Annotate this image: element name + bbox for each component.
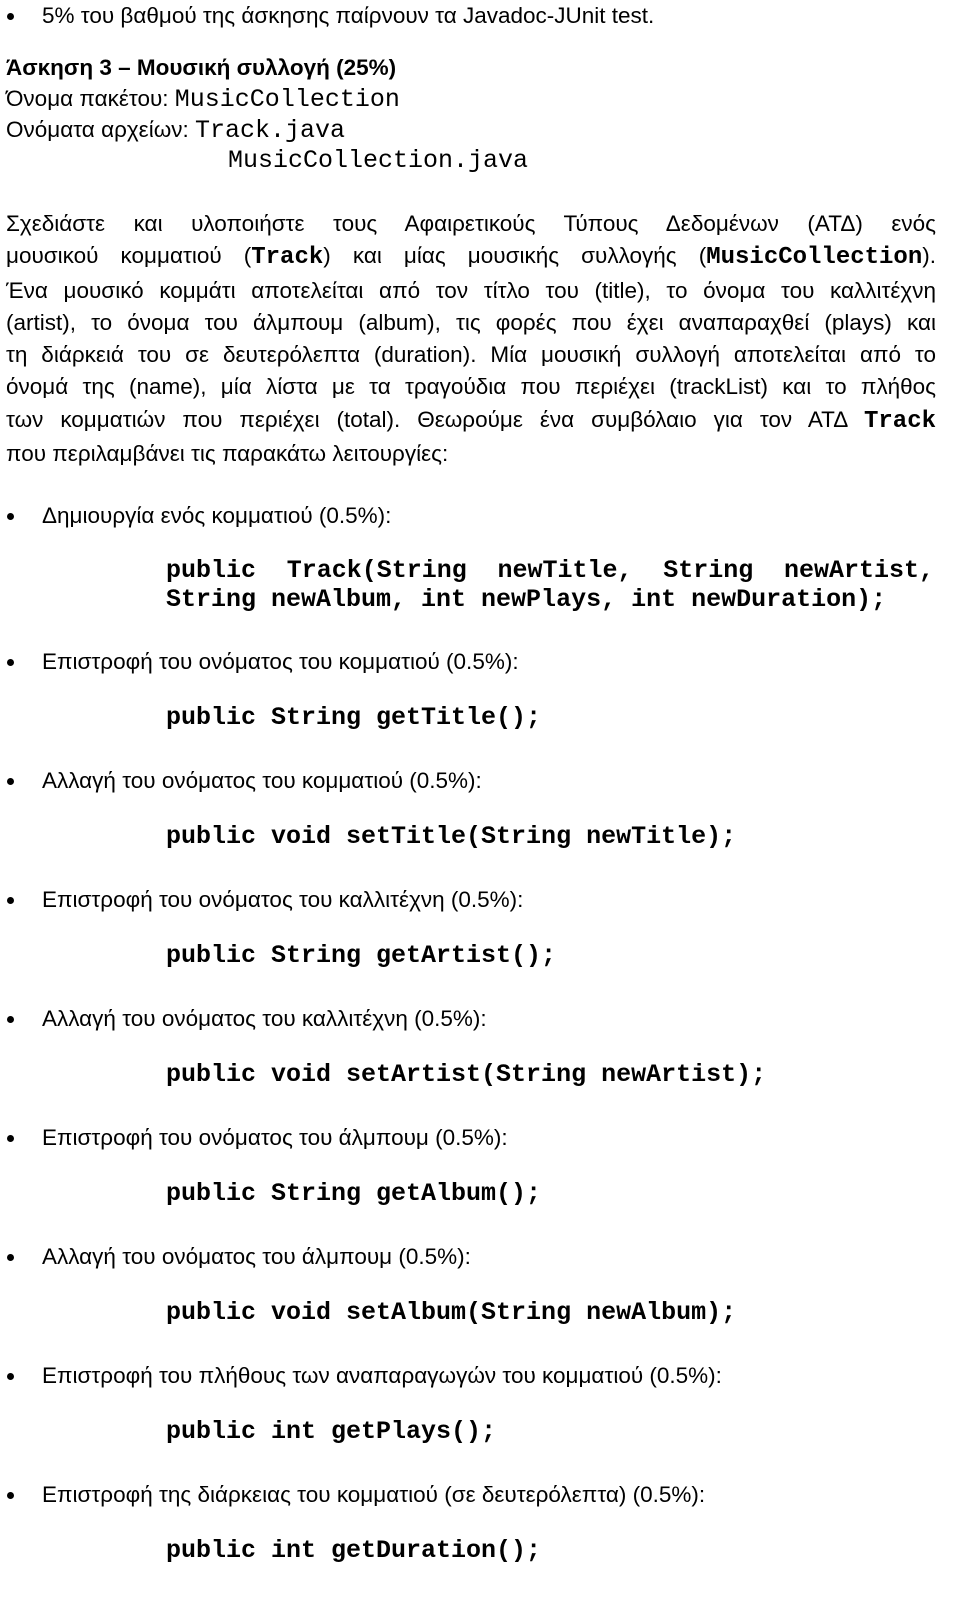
files-label: Ονόματα αρχείων: <box>6 117 196 142</box>
bullet-dot <box>7 1135 14 1142</box>
operation-item <box>42 1003 487 1035</box>
operation-item <box>42 1122 508 1154</box>
package-name: MusicCollection <box>174 85 400 114</box>
operation-item <box>42 646 519 678</box>
package-line <box>6 83 400 116</box>
top-bullet-item <box>42 0 654 32</box>
para-line-2 <box>6 240 936 274</box>
operation-item <box>42 884 523 916</box>
description-paragraph <box>6 208 936 470</box>
operation-item <box>42 500 391 532</box>
bullet-dot <box>7 897 14 904</box>
top-bullet-text: 5% του βαθμού της άσκησης παίρνουν τα Javadoc-JUnit test. <box>42 3 655 28</box>
code-track: Track <box>251 244 324 272</box>
para-text: ). <box>922 243 936 269</box>
para-line-6: όνομά της (name), μία λίστα με τα τραγούδια που περιέχει (trackList) και το πλήθος <box>6 374 936 400</box>
bullet-dot <box>7 1373 14 1380</box>
exercise-title: Άσκηση 3 – Μουσική συλλογή (25%) <box>6 55 397 80</box>
code-signature: public Track(String newTitle, String newArtist, <box>166 556 934 585</box>
code-signature: public String getArtist(); <box>166 941 557 970</box>
operation-description: Επιστροφή του πλήθους των αναπαραγωγών του κομματιού (0.5%): <box>42 1363 722 1388</box>
bullet-dot <box>7 659 14 666</box>
operation-item <box>42 1241 471 1273</box>
code-signature: public String getTitle(); <box>166 703 542 732</box>
operation-description: Δημιουργία ενός κομματιού (0.5%): <box>42 503 392 528</box>
para-text: ) και μίας μουσικής συλλογής ( <box>323 243 707 269</box>
code-signature-continued: String newAlbum, int newPlays, int newDuration); <box>166 585 887 614</box>
code-musiccollection: MusicCollection <box>706 244 923 272</box>
para-text: μουσικού κομματιού ( <box>6 243 252 269</box>
bullet-dot <box>7 13 14 20</box>
para-text: των κομματιών που περιέχει (total). Θεωρούμε ένα συμβόλαιο για τον ΑΤΔ <box>6 406 864 432</box>
package-label: Όνομα πακέτου: <box>6 86 175 111</box>
code-signature: public void setArtist(String newArtist); <box>166 1060 767 1089</box>
para-line-5: τη διάρκειά του σε δευτερόλεπτα (duration). Μία μουσική συλλογή αποτελείται από το <box>6 342 936 368</box>
operation-description: Επιστροφή του ονόματος του άλμπουμ (0.5%): <box>42 1125 508 1150</box>
bullet-dot <box>7 513 14 520</box>
operation-description: Επιστροφή της διάρκειας του κομματιού (σε δευτερόλεπτα) (0.5%): <box>42 1482 706 1507</box>
code-signature: public int getDuration(); <box>166 1536 542 1565</box>
files-line <box>6 114 345 147</box>
bullet-dot <box>7 778 14 785</box>
bullet-dot <box>7 1016 14 1023</box>
operation-description: Επιστροφή του ονόματος του κομματιού (0.5%): <box>42 649 519 674</box>
code-track: Track <box>863 407 936 435</box>
operation-description: Επιστροφή του ονόματος του καλλιτέχνη (0.5%): <box>42 887 524 912</box>
code-signature: public void setTitle(String newTitle); <box>166 822 737 851</box>
operation-description: Αλλαγή του ονόματος του κομματιού (0.5%): <box>42 768 482 793</box>
operation-description: Αλλαγή του ονόματος του καλλιτέχνη (0.5%): <box>42 1006 487 1031</box>
code-signature: public void setAlbum(String newAlbum); <box>166 1298 737 1327</box>
operation-description: Αλλαγή του ονόματος του άλμπουμ (0.5%): <box>42 1244 471 1269</box>
para-line-1: Σχεδιάστε και υλοποιήστε τους Αφαιρετικούς Τύπους Δεδομένων (ΑΤΔ) ενός <box>6 211 936 236</box>
bullet-dot <box>7 1492 14 1499</box>
para-line-8: που περιλαμβάνει τις παρακάτω λειτουργίες: <box>6 441 449 467</box>
bullet-dot <box>7 1254 14 1261</box>
code-signature: public int getPlays(); <box>166 1417 497 1446</box>
file-track: Track.java <box>195 116 346 145</box>
file-musiccollection: MusicCollection.java <box>228 146 529 175</box>
operation-item <box>42 1479 705 1511</box>
code-signature: public String getAlbum(); <box>166 1179 542 1208</box>
para-line-7 <box>6 404 936 438</box>
operation-item <box>42 765 482 797</box>
para-line-3: Ένα μουσικό κομμάτι αποτελείται από τον τίτλο του (title), το όνομα του καλλιτέχνη <box>6 277 936 303</box>
operation-item <box>42 1360 722 1392</box>
para-line-4: (artist), το όνομα του άλμπουμ (album), τις φορές που έχει αναπαραχθεί (plays) και <box>6 309 936 335</box>
